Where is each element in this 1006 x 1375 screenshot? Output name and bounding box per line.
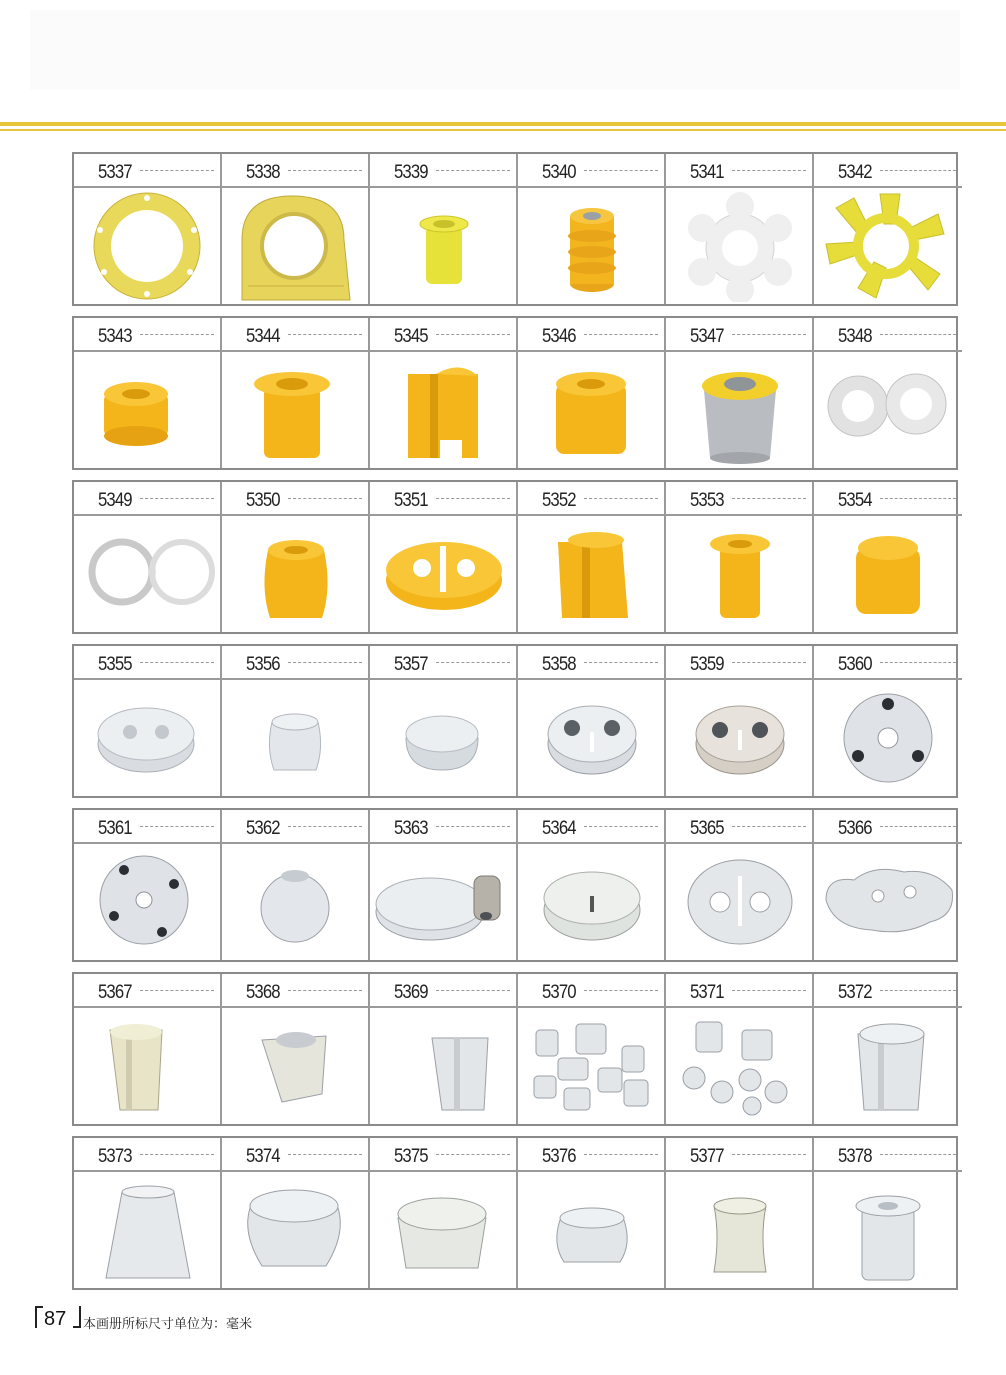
product-cell[interactable] bbox=[814, 810, 962, 960]
product-cell[interactable] bbox=[222, 646, 370, 796]
product-code: 5362 bbox=[246, 818, 280, 839]
product-code: 5376 bbox=[542, 1146, 576, 1167]
product-code: 5359 bbox=[690, 654, 724, 675]
yellow-cylinder-bushing-photo bbox=[518, 354, 664, 466]
dashed-line bbox=[880, 334, 956, 335]
dashed-line bbox=[880, 826, 956, 827]
product-code: 5344 bbox=[246, 326, 280, 347]
clear-disc-photo bbox=[370, 682, 516, 794]
dashed-line bbox=[880, 990, 956, 991]
dashed-line bbox=[288, 1154, 362, 1155]
clear-sleeve-mount-photo bbox=[370, 846, 516, 958]
product-code-header bbox=[222, 974, 368, 1008]
product-cell[interactable] bbox=[666, 646, 814, 796]
product-code: 5377 bbox=[690, 1146, 724, 1167]
dashed-line bbox=[584, 170, 658, 171]
flange-ring-photo bbox=[74, 190, 220, 302]
product-cell[interactable] bbox=[370, 810, 518, 960]
dashed-line bbox=[436, 498, 510, 499]
product-code-header bbox=[518, 154, 664, 188]
clear-round-mount-photo bbox=[518, 846, 664, 958]
split-block-bushing-photo bbox=[518, 518, 664, 630]
product-code: 5342 bbox=[838, 162, 872, 183]
product-code: 5355 bbox=[98, 654, 132, 675]
dashed-line bbox=[880, 1154, 956, 1155]
dashed-line bbox=[732, 662, 806, 663]
product-row bbox=[72, 644, 958, 798]
product-code-header bbox=[666, 646, 812, 680]
product-cell[interactable] bbox=[222, 154, 370, 304]
dashed-line bbox=[880, 498, 956, 499]
product-code: 5371 bbox=[690, 982, 724, 1003]
dashed-line bbox=[288, 334, 362, 335]
product-code-header bbox=[74, 1138, 220, 1172]
dashed-line bbox=[288, 826, 362, 827]
product-code: 5365 bbox=[690, 818, 724, 839]
product-code: 5343 bbox=[98, 326, 132, 347]
dashed-line bbox=[140, 170, 214, 171]
dashed-line bbox=[436, 170, 510, 171]
product-cell[interactable] bbox=[814, 482, 962, 632]
product-cell[interactable] bbox=[666, 318, 814, 468]
product-code: 5373 bbox=[98, 1146, 132, 1167]
clear-short-bushing-photo bbox=[518, 1174, 664, 1286]
product-code-header bbox=[518, 810, 664, 844]
product-code: 5369 bbox=[394, 982, 428, 1003]
product-code-header bbox=[814, 482, 962, 516]
product-cell[interactable] bbox=[518, 482, 666, 632]
product-code: 5347 bbox=[690, 326, 724, 347]
product-code: 5350 bbox=[246, 490, 280, 511]
product-code-header bbox=[370, 154, 516, 188]
product-code-header bbox=[370, 810, 516, 844]
product-code: 5353 bbox=[690, 490, 724, 511]
product-cell[interactable] bbox=[814, 154, 962, 304]
product-code-header bbox=[666, 974, 812, 1008]
product-cell[interactable] bbox=[666, 974, 814, 1124]
product-cell[interactable] bbox=[222, 482, 370, 632]
clear-exhaust-hanger-photo bbox=[666, 846, 812, 958]
product-code-header bbox=[666, 482, 812, 516]
clear-mount-photo bbox=[74, 682, 220, 794]
product-code: 5367 bbox=[98, 982, 132, 1003]
product-code-header bbox=[518, 318, 664, 352]
product-cell[interactable] bbox=[518, 646, 666, 796]
exhaust-hanger-photo bbox=[370, 518, 516, 630]
clear-capped-bushing-photo bbox=[814, 1174, 960, 1286]
header-area bbox=[30, 10, 960, 90]
header-rule-thick bbox=[0, 122, 1006, 126]
product-cell[interactable] bbox=[74, 154, 222, 304]
product-cell[interactable] bbox=[814, 1138, 962, 1288]
dashed-line bbox=[288, 990, 362, 991]
product-cell[interactable] bbox=[370, 318, 518, 468]
product-code-header bbox=[814, 318, 962, 352]
product-code: 5378 bbox=[838, 1146, 872, 1167]
product-code-header bbox=[222, 810, 368, 844]
product-row bbox=[72, 808, 958, 962]
product-code-header bbox=[74, 646, 220, 680]
dashed-line bbox=[140, 990, 214, 991]
product-row bbox=[72, 1136, 958, 1290]
product-code: 5375 bbox=[394, 1146, 428, 1167]
product-cell[interactable] bbox=[814, 646, 962, 796]
product-code: 5357 bbox=[394, 654, 428, 675]
product-code: 5354 bbox=[838, 490, 872, 511]
product-code-header bbox=[370, 646, 516, 680]
product-cell[interactable] bbox=[370, 646, 518, 796]
product-code-header bbox=[370, 974, 516, 1008]
header-rule-thin bbox=[0, 129, 1006, 131]
dashed-line bbox=[732, 990, 806, 991]
product-cell[interactable] bbox=[666, 154, 814, 304]
dashed-line bbox=[140, 334, 214, 335]
product-code-header bbox=[814, 810, 962, 844]
product-code-header bbox=[74, 154, 220, 188]
product-code: 5368 bbox=[246, 982, 280, 1003]
product-cell[interactable] bbox=[222, 810, 370, 960]
dashed-line bbox=[436, 662, 510, 663]
product-code: 5338 bbox=[246, 162, 280, 183]
product-code: 5345 bbox=[394, 326, 428, 347]
dashed-line bbox=[436, 990, 510, 991]
product-code-header bbox=[222, 1138, 368, 1172]
dashed-line bbox=[436, 1154, 510, 1155]
product-code-header bbox=[518, 974, 664, 1008]
dashed-line bbox=[732, 498, 806, 499]
product-code-header bbox=[814, 154, 962, 188]
clear-coupling-disc-photo bbox=[74, 846, 220, 958]
clear-three-hole-disc-photo bbox=[814, 682, 960, 794]
product-cell[interactable] bbox=[222, 318, 370, 468]
product-code-header bbox=[814, 646, 962, 680]
product-code: 5337 bbox=[98, 162, 132, 183]
product-code: 5340 bbox=[542, 162, 576, 183]
product-cell[interactable] bbox=[666, 1138, 814, 1288]
product-code-header bbox=[370, 318, 516, 352]
page-number: 87 bbox=[44, 1308, 67, 1330]
product-code-header bbox=[518, 1138, 664, 1172]
product-code-header bbox=[222, 482, 368, 516]
product-code-header bbox=[74, 482, 220, 516]
product-code-header bbox=[370, 1138, 516, 1172]
product-code-header bbox=[370, 482, 516, 516]
clear-bushing-set-photo bbox=[518, 1010, 664, 1122]
product-cell[interactable] bbox=[370, 974, 518, 1124]
dashed-line bbox=[140, 662, 214, 663]
unit-note: 本画册所标尺寸单位为：毫米 bbox=[83, 1316, 253, 1331]
dashed-line bbox=[584, 334, 658, 335]
clear-barrel-photo bbox=[222, 682, 368, 794]
product-code: 5348 bbox=[838, 326, 872, 347]
dashed-line bbox=[436, 826, 510, 827]
yellow-spider-coupling-photo bbox=[814, 190, 960, 302]
dashed-line bbox=[140, 498, 214, 499]
page-number-bracket-left bbox=[35, 1306, 43, 1328]
product-code-header bbox=[666, 1138, 812, 1172]
barrel-bushing-photo bbox=[222, 518, 368, 630]
product-code: 5366 bbox=[838, 818, 872, 839]
dashed-line bbox=[732, 826, 806, 827]
split-yellow-bushing-photo bbox=[370, 354, 516, 466]
product-code: 5360 bbox=[838, 654, 872, 675]
product-code-header bbox=[814, 974, 962, 1008]
product-code: 5363 bbox=[394, 818, 428, 839]
product-code-header bbox=[74, 318, 220, 352]
clear-bushing-kit-photo bbox=[666, 1010, 812, 1122]
product-row bbox=[72, 152, 958, 306]
dashed-line bbox=[584, 498, 658, 499]
small-flanged-bushing-photo bbox=[666, 518, 812, 630]
product-code: 5374 bbox=[246, 1146, 280, 1167]
dashed-line bbox=[436, 334, 510, 335]
product-code: 5364 bbox=[542, 818, 576, 839]
product-code-header bbox=[666, 154, 812, 188]
dashed-line bbox=[732, 170, 806, 171]
product-cell[interactable] bbox=[74, 318, 222, 468]
ribbed-bushing-photo bbox=[518, 190, 664, 302]
product-cell[interactable] bbox=[666, 810, 814, 960]
dashed-line bbox=[880, 170, 956, 171]
product-row bbox=[72, 316, 958, 470]
product-code-header bbox=[666, 810, 812, 844]
product-code: 5351 bbox=[394, 490, 428, 511]
white-spider-coupling-photo bbox=[666, 190, 812, 302]
product-cell[interactable] bbox=[814, 318, 962, 468]
dashed-line bbox=[732, 334, 806, 335]
product-code: 5372 bbox=[838, 982, 872, 1003]
product-code: 5356 bbox=[246, 654, 280, 675]
dashed-line bbox=[288, 498, 362, 499]
white-rings-photo bbox=[74, 518, 220, 630]
dashed-line bbox=[288, 662, 362, 663]
white-washers-photo bbox=[814, 354, 960, 466]
product-cell[interactable] bbox=[518, 974, 666, 1124]
cap-bushing-photo bbox=[814, 518, 960, 630]
dashed-line bbox=[140, 826, 214, 827]
product-cell[interactable] bbox=[518, 154, 666, 304]
dashed-line bbox=[140, 1154, 214, 1155]
product-code: 5349 bbox=[98, 490, 132, 511]
bearing-mount-photo bbox=[222, 190, 368, 302]
clear-bulged-bushing-photo bbox=[222, 1174, 368, 1286]
clear-waisted-bushing-photo bbox=[666, 1174, 812, 1286]
product-code: 5339 bbox=[394, 162, 428, 183]
product-code: 5361 bbox=[98, 818, 132, 839]
flanged-yellow-bushing-photo bbox=[222, 354, 368, 466]
clear-tall-split-bushing-photo bbox=[814, 1010, 960, 1122]
product-row bbox=[72, 480, 958, 634]
product-code: 5341 bbox=[690, 162, 724, 183]
clear-stepped-bushing-photo bbox=[370, 1010, 516, 1122]
product-cell[interactable] bbox=[222, 974, 370, 1124]
dashed-line bbox=[584, 990, 658, 991]
dashed-line bbox=[880, 662, 956, 663]
product-cell[interactable] bbox=[518, 810, 666, 960]
dashed-line bbox=[584, 1154, 658, 1155]
product-code-header bbox=[666, 318, 812, 352]
product-cell[interactable] bbox=[370, 154, 518, 304]
product-cell[interactable] bbox=[518, 1138, 666, 1288]
product-cell[interactable] bbox=[518, 318, 666, 468]
product-cell[interactable] bbox=[74, 974, 222, 1124]
clear-tapered-bushing-photo bbox=[74, 1174, 220, 1286]
product-code-header bbox=[222, 318, 368, 352]
product-cell[interactable] bbox=[370, 1138, 518, 1288]
product-cell[interactable] bbox=[370, 482, 518, 632]
dashed-line bbox=[584, 662, 658, 663]
product-code-header bbox=[518, 646, 664, 680]
product-code: 5358 bbox=[542, 654, 576, 675]
product-code: 5352 bbox=[542, 490, 576, 511]
metal-sleeved-bushing-photo bbox=[666, 354, 812, 466]
product-cell[interactable] bbox=[74, 482, 222, 632]
product-code-header bbox=[222, 646, 368, 680]
page-number-bracket-right bbox=[73, 1306, 81, 1328]
clear-sleeved-mount-photo bbox=[518, 682, 664, 794]
clear-split-bushing-photo bbox=[74, 1010, 220, 1122]
product-code-header bbox=[222, 154, 368, 188]
product-code-header bbox=[74, 810, 220, 844]
flanged-bushing-photo bbox=[370, 190, 516, 302]
clear-lobed-mount-photo bbox=[814, 846, 960, 958]
product-code-header bbox=[814, 1138, 962, 1172]
product-cell[interactable] bbox=[666, 482, 814, 632]
clear-ball-bushing-photo bbox=[222, 846, 368, 958]
product-row bbox=[72, 972, 958, 1126]
yellow-bushing-photo bbox=[74, 354, 220, 466]
product-code: 5346 bbox=[542, 326, 576, 347]
product-cell[interactable] bbox=[74, 810, 222, 960]
tinted-sleeved-mount-photo bbox=[666, 682, 812, 794]
product-code-header bbox=[74, 974, 220, 1008]
dashed-line bbox=[288, 170, 362, 171]
clear-block-bushing-photo bbox=[222, 1010, 368, 1122]
product-cell[interactable] bbox=[74, 646, 222, 796]
dashed-line bbox=[584, 826, 658, 827]
product-code-header bbox=[518, 482, 664, 516]
product-code: 5370 bbox=[542, 982, 576, 1003]
product-cell[interactable] bbox=[74, 1138, 222, 1288]
clear-dome-bushing-photo bbox=[370, 1174, 516, 1286]
dashed-line bbox=[732, 1154, 806, 1155]
product-cell[interactable] bbox=[814, 974, 962, 1124]
product-cell[interactable] bbox=[222, 1138, 370, 1288]
